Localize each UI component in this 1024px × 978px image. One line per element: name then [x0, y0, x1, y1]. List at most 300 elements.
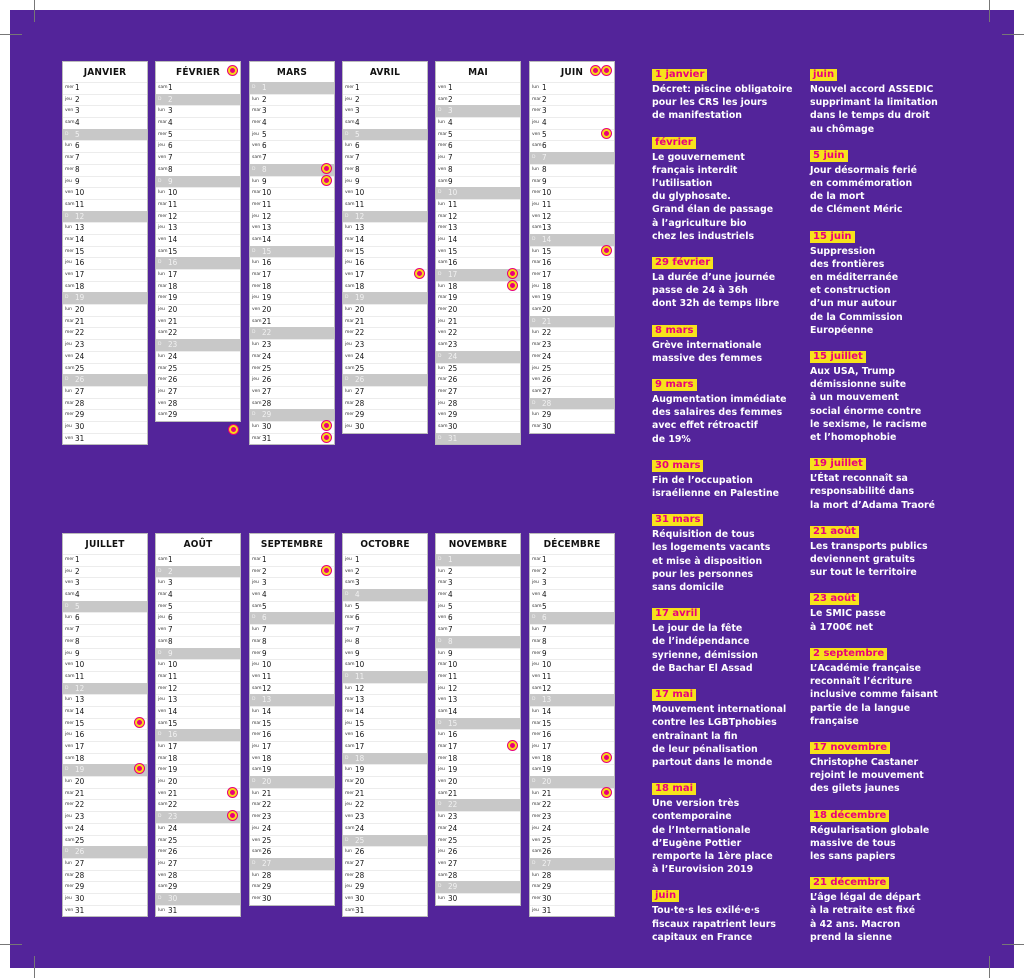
day-row [156, 905, 240, 917]
month-title: JANVIER [83, 66, 127, 78]
day-number: 26 [448, 847, 458, 857]
day-row [250, 327, 334, 339]
day-number: 25 [542, 835, 552, 845]
day-row [530, 636, 614, 648]
day-number: 29 [262, 410, 272, 420]
weekday-label: ven [65, 907, 74, 913]
event-date-tag: 9 mars [652, 379, 697, 391]
weekday-label: mer [158, 377, 168, 383]
weekday-label: jeu [252, 825, 259, 831]
day-number: 17 [75, 742, 85, 751]
day-row [250, 234, 334, 246]
weekday-label: ven [345, 190, 354, 196]
weekday-label: jeu [252, 580, 259, 586]
day-number: 19 [75, 293, 85, 303]
day-row [63, 304, 147, 316]
day-row [343, 199, 427, 211]
day-number: 27 [262, 858, 272, 868]
weekday-label: mar [345, 615, 354, 621]
weekday-label: sam [158, 248, 168, 254]
weekday-label: mer [158, 603, 168, 609]
weekday-label: jeu [532, 662, 539, 668]
day-row [530, 858, 614, 870]
event-line: massive de tous [810, 837, 896, 849]
day-number: 28 [168, 398, 178, 408]
day-number: 3 [355, 578, 360, 588]
event-line: les sans papiers [810, 850, 896, 862]
weekday-label: D [438, 435, 442, 441]
event-description [652, 83, 800, 123]
day-row [250, 776, 334, 788]
weekday-label: mer [158, 213, 168, 219]
day-number: 13 [75, 223, 85, 233]
day-number: 13 [168, 223, 178, 233]
day-number: 13 [75, 695, 85, 705]
day-row [436, 140, 520, 152]
day-row [343, 105, 427, 117]
day-number: 22 [355, 328, 365, 338]
event-line: partout dans le monde [652, 756, 773, 768]
event-line: sur tout le territoire [810, 567, 917, 579]
day-number: 22 [168, 800, 178, 810]
day-number: 20 [448, 777, 458, 787]
weekday-label: mar [158, 592, 167, 598]
day-row [436, 554, 520, 566]
weekday-label: mar [345, 860, 354, 866]
event-line: La durée d’une journée [652, 272, 776, 284]
weekday-label: D [158, 96, 162, 102]
weekday-label: jeu [532, 365, 539, 371]
day-number: 31 [355, 905, 365, 915]
weekday-label: sam [345, 365, 355, 371]
weekday-label: jeu [532, 907, 539, 913]
day-number: 14 [168, 706, 178, 716]
day-number: 28 [168, 870, 178, 880]
weekday-label: sam [65, 755, 75, 761]
weekday-label: mar [252, 272, 261, 277]
weekday-label: lun [345, 225, 352, 231]
day-number: 5 [448, 601, 453, 611]
event-line: massive des femmes [652, 352, 763, 364]
weekday-label: jeu [438, 236, 445, 242]
day-number: 8 [75, 636, 80, 646]
weekday-label: mer [438, 837, 448, 843]
weekday-label: lun [158, 744, 165, 749]
weekday-label: D [158, 895, 162, 901]
day-row [343, 893, 427, 905]
weekday-label: mar [65, 627, 74, 633]
day-row [156, 694, 240, 706]
weekday-label: sam [532, 849, 542, 855]
weekday-label: sam [158, 412, 168, 418]
weekday-label: mar [252, 190, 261, 196]
day-number: 11 [542, 199, 552, 209]
day-number: 24 [355, 823, 365, 833]
weekday-label: jeu [438, 685, 445, 691]
event-line: des gilets jaunes [810, 783, 900, 795]
day-row [530, 82, 614, 94]
weekday-label: D [252, 166, 256, 172]
weekday-label: sam [345, 907, 355, 913]
weekday-label: ven [65, 825, 74, 831]
day-number: 18 [542, 753, 552, 763]
event-mark-icon [602, 753, 611, 762]
weekday-label: mer [65, 85, 75, 90]
weekday-label: D [158, 260, 162, 266]
day-row [343, 776, 427, 788]
day-row [530, 222, 614, 234]
day-number: 14 [448, 234, 458, 244]
weekday-label: lun [252, 423, 259, 429]
day-row [63, 409, 147, 421]
event-line: L’État reconnaît sa [810, 473, 908, 485]
day-row [250, 386, 334, 398]
weekday-label: mer [252, 650, 262, 656]
day-row [156, 351, 240, 363]
day-number: 26 [448, 375, 458, 385]
weekday-label: jeu [158, 860, 165, 866]
weekday-label: ven [345, 895, 354, 901]
day-number: 19 [542, 765, 552, 775]
event-item [810, 735, 958, 796]
event-line: dans le temps du droit [810, 110, 930, 122]
day-number: 7 [448, 625, 453, 635]
weekday-label: sam [252, 603, 262, 609]
weekday-label: mer [158, 849, 168, 855]
day-row [530, 374, 614, 386]
day-number: 21 [542, 788, 552, 798]
day-row [530, 589, 614, 601]
day-row [63, 117, 147, 129]
day-number: 10 [75, 188, 85, 198]
day-row [436, 648, 520, 660]
weekday-label: lun [252, 260, 259, 266]
day-number: 30 [75, 893, 85, 903]
day-number: 16 [448, 730, 458, 740]
event-mark-icon [508, 741, 517, 750]
day-number: 24 [262, 351, 272, 361]
weekday-label: D [345, 295, 349, 301]
event-item [810, 870, 958, 944]
day-number: 26 [75, 847, 85, 857]
weekday-label: ven [532, 755, 541, 761]
day-row [530, 386, 614, 398]
day-row [63, 164, 147, 176]
event-line: à l’Eurovision 2019 [652, 864, 754, 876]
day-row [156, 409, 240, 421]
day-row [63, 589, 147, 601]
day-row [63, 846, 147, 858]
day-number: 21 [355, 316, 365, 326]
event-line: à 42 ans. Macron [810, 918, 901, 930]
event-line: de leur pénalisation [652, 743, 758, 755]
weekday-label: lun [438, 120, 445, 126]
day-row [343, 799, 427, 811]
day-row [436, 176, 520, 188]
day-number: 23 [542, 340, 552, 350]
day-number: 27 [168, 858, 178, 868]
day-number: 5 [448, 129, 453, 139]
weekday-label: ven [532, 295, 541, 301]
day-row [530, 269, 614, 281]
day-number: 6 [262, 141, 267, 151]
weekday-label: lun [345, 767, 352, 773]
day-number: 15 [75, 246, 85, 256]
weekday-label: mer [252, 201, 262, 207]
day-number: 18 [75, 753, 85, 763]
day-number: 18 [448, 281, 458, 291]
weekday-label: sam [65, 365, 75, 371]
weekday-label: lun [65, 615, 72, 621]
weekday-label: mar [438, 662, 447, 668]
day-row [250, 589, 334, 601]
day-number: 28 [355, 870, 365, 880]
event-date-tag: 1 janvier [652, 69, 707, 81]
day-row [250, 811, 334, 823]
day-row [530, 176, 614, 188]
day-number: 6 [262, 613, 267, 623]
weekday-label: sam [345, 201, 355, 207]
day-row [63, 82, 147, 94]
weekday-label: mar [438, 213, 447, 219]
day-number: 10 [542, 660, 552, 670]
weekday-label: jeu [345, 260, 352, 266]
day-row [343, 316, 427, 328]
event-line: de la Commission [810, 311, 903, 323]
event-line: Christophe Castaner [810, 756, 919, 768]
day-number: 28 [448, 398, 458, 408]
day-number: 22 [448, 328, 458, 338]
day-row [436, 292, 520, 304]
header-event-marks [589, 66, 611, 75]
day-number: 18 [355, 753, 365, 763]
day-number: 30 [262, 893, 272, 903]
event-description [652, 528, 800, 594]
weekday-label: ven [252, 755, 261, 761]
day-row [156, 257, 240, 269]
event-description [810, 891, 958, 944]
day-row [156, 304, 240, 316]
event-line: Fin de l’occupation [652, 474, 753, 486]
day-row [63, 316, 147, 328]
day-number: 23 [355, 340, 365, 350]
event-line: capitaux en France [652, 931, 753, 943]
day-number: 19 [262, 765, 272, 775]
day-number: 12 [262, 683, 272, 693]
weekday-label: mer [65, 248, 75, 254]
event-description [652, 797, 800, 876]
day-number: 7 [168, 153, 173, 163]
day-row [250, 566, 334, 578]
day-row [250, 554, 334, 566]
day-number: 21 [168, 788, 178, 798]
day-row [250, 799, 334, 811]
day-number: 24 [448, 823, 458, 833]
day-number: 6 [542, 141, 547, 151]
day-row [343, 881, 427, 893]
weekday-label: jeu [252, 295, 259, 301]
day-number: 15 [355, 718, 365, 728]
day-row [436, 82, 520, 94]
day-number: 19 [355, 765, 365, 775]
weekday-label: mer [252, 732, 262, 738]
day-number: 7 [542, 153, 547, 163]
weekday-label: D [345, 213, 349, 219]
day-number: 11 [355, 199, 365, 209]
month-column [435, 533, 521, 906]
day-number: 18 [448, 753, 458, 763]
day-number: 12 [355, 683, 365, 693]
day-number: 13 [262, 695, 272, 705]
day-number: 16 [542, 258, 552, 268]
event-item [652, 601, 800, 675]
event-line: de l’Internationale [652, 824, 751, 836]
day-number: 29 [542, 410, 552, 420]
weekday-label: ven [532, 837, 541, 843]
day-number: 5 [262, 601, 267, 611]
day-number: 11 [168, 199, 178, 209]
day-row [156, 374, 240, 386]
weekday-label: mer [532, 568, 542, 574]
day-number: 21 [448, 316, 458, 326]
day-number: 14 [262, 706, 272, 716]
event-item [810, 519, 958, 580]
day-row [530, 577, 614, 589]
event-item [652, 250, 800, 311]
weekday-label: D [532, 318, 536, 324]
weekday-label: mar [252, 557, 261, 562]
weekday-label: ven [158, 318, 167, 324]
day-row [530, 211, 614, 223]
weekday-label: jeu [532, 825, 539, 831]
weekday-label: mer [65, 720, 75, 726]
day-row [343, 659, 427, 671]
event-mark-icon [415, 269, 424, 278]
event-line: remporte la 1ère place [652, 850, 773, 862]
day-number: 13 [355, 223, 365, 233]
weekday-label: lun [532, 412, 539, 418]
weekday-label: mar [345, 236, 354, 242]
event-line: démissionne suite [810, 379, 907, 391]
day-number: 17 [542, 742, 552, 751]
weekday-label: sam [438, 627, 448, 633]
day-row [436, 846, 520, 858]
event-description [652, 339, 800, 365]
weekday-label: mer [532, 814, 542, 820]
event-date-tag: 31 mars [652, 514, 703, 526]
event-line: Nouvel accord ASSEDIC [810, 84, 934, 95]
day-number: 12 [168, 683, 178, 693]
day-number: 15 [168, 718, 178, 728]
day-number: 31 [75, 905, 85, 915]
day-row [530, 823, 614, 835]
weekday-label: mer [158, 685, 168, 691]
day-number: 28 [542, 870, 552, 880]
event-line: avec effet rétroactif [652, 420, 758, 432]
day-row [436, 659, 520, 671]
day-number: 29 [75, 882, 85, 892]
weekday-label: mer [65, 638, 75, 644]
day-row [436, 351, 520, 363]
day-number: 9 [355, 648, 360, 658]
day-row [530, 94, 614, 106]
weekday-label: mar [345, 697, 354, 703]
day-row [250, 140, 334, 152]
day-number: 5 [542, 129, 547, 139]
weekday-label: mer [158, 131, 168, 137]
day-number: 21 [542, 316, 552, 326]
day-number: 29 [168, 882, 178, 892]
weekday-label: mer [532, 353, 542, 359]
event-description [652, 474, 800, 500]
day-row [156, 589, 240, 601]
day-row [530, 601, 614, 613]
day-row [63, 187, 147, 199]
event-item [652, 318, 800, 365]
month-title: SEPTEMBRE [260, 538, 324, 550]
day-row [343, 648, 427, 660]
day-row [343, 129, 427, 141]
day-number: 11 [262, 199, 272, 209]
weekday-label: jeu [158, 388, 165, 394]
event-line: contemporaine [652, 811, 732, 823]
day-row [530, 246, 614, 258]
event-item [652, 453, 800, 500]
day-row [343, 269, 427, 281]
day-row [343, 764, 427, 776]
day-row [63, 222, 147, 234]
weekday-label: D [158, 732, 162, 738]
weekday-label: jeu [65, 895, 72, 901]
day-number: 16 [448, 258, 458, 268]
weekday-label: D [65, 849, 69, 855]
day-row [250, 636, 334, 648]
weekday-label: D [532, 860, 536, 866]
day-row [63, 905, 147, 917]
weekday-label: D [438, 190, 442, 196]
event-date-tag: 5 juin [810, 150, 848, 162]
month-column [62, 533, 148, 917]
event-line: reconnaît l’écriture [810, 676, 913, 688]
day-row [250, 398, 334, 410]
day-row [63, 636, 147, 648]
day-row [530, 292, 614, 304]
day-number: 24 [355, 351, 365, 361]
event-line: du glyphosate. [652, 191, 731, 203]
weekday-label: ven [158, 236, 167, 242]
day-row [530, 304, 614, 316]
weekday-label: jeu [532, 744, 539, 749]
day-number: 1 [75, 83, 80, 92]
weekday-label: ven [65, 744, 74, 749]
day-row [343, 694, 427, 706]
day-row [530, 718, 614, 730]
day-number: 21 [262, 316, 272, 326]
day-number: 30 [355, 421, 365, 431]
day-row [343, 589, 427, 601]
day-number: 2 [542, 94, 547, 104]
day-number: 20 [542, 305, 552, 315]
weekday-label: D [252, 779, 256, 785]
weekday-label: lun [345, 307, 352, 313]
event-line: Le jour de la fête [652, 623, 743, 635]
day-row [250, 659, 334, 671]
event-date-tag: 17 avril [652, 608, 700, 620]
day-number: 1 [355, 83, 360, 92]
day-row [436, 105, 520, 117]
day-row [436, 316, 520, 328]
day-number: 15 [448, 246, 458, 256]
